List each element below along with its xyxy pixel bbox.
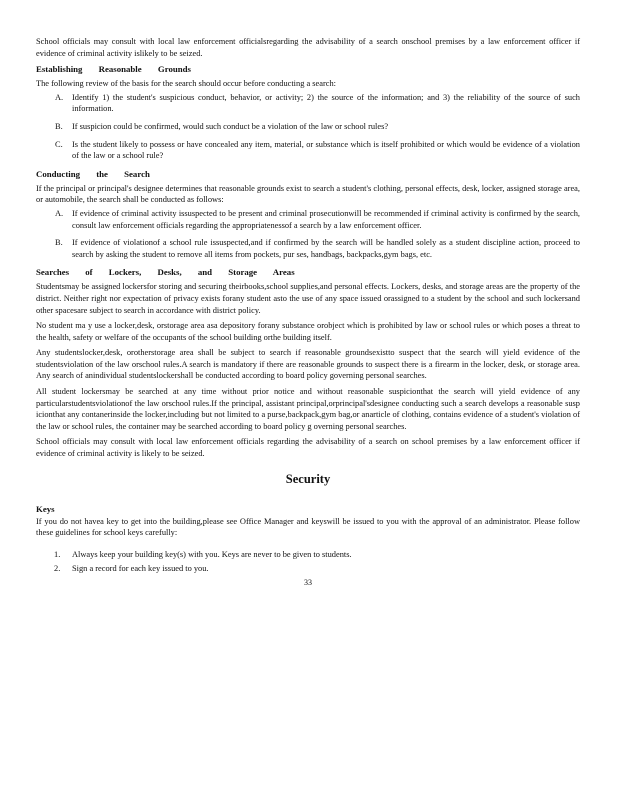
searches-paragraph: All student lockersmay be searched at any time without prior notice and without reasonable suspicionthat the search will yield evidence of any particularstudentsviolationof the law orschool rules.If the principal, assistant principal,orprincipal'sdesignee conducting such a search develops a reasonable susp icionthat any contanerinside the locker,including but not limited to a purse,backpack,gym bag,or anarticle of clothing, contains evidence of a student's violation of the law or school rules, the container may be searched according to board policy g overning personal searches. [36, 387, 580, 431]
item-label: B. [55, 121, 63, 131]
list-item [36, 92, 580, 115]
document-page [36, 36, 580, 587]
searches-heading: Searches of Lockers, Desks, and Storage Areas [36, 267, 295, 278]
establishing-list [36, 92, 580, 162]
list-item [36, 563, 580, 575]
item-number: 2. [54, 564, 61, 574]
item-text: Is the student likely to possess or have concealed any item, material, or substance which is itself prohibited or which would be evidence of a violation of the law or a school rule? [72, 139, 580, 161]
searches-paragraph: No student ma y use a locker,desk, orstorage area asa depository forany substance orobject which is prohibited by law or school rules or which poses a threat to the health, safety or welfare of the occupants of the school building orthe building itself. [36, 321, 580, 342]
page-number: 33 [304, 578, 312, 587]
keys-guidelines-list [36, 549, 580, 575]
intro-paragraph: School officials may consult with local law enforcement officialsregarding the advisability of a search onschool premises by a law enforcement officer if evidence of criminal activity islikely to be seized. [36, 37, 580, 58]
item-text: Always keep your building key(s) with you. Keys are never to be given to students. [72, 549, 352, 559]
keys-heading: Keys [36, 503, 55, 514]
establishing-lead: The following review of the basis for the search should occur before conducting a search: [36, 79, 336, 89]
item-label: C. [55, 139, 63, 149]
item-label: B. [55, 238, 63, 248]
conducting-list [36, 208, 580, 260]
establishing-heading: Establishing Reasonable Grounds [36, 64, 191, 75]
keys-paragraph: If you do not havea key to get into the building,please see Office Manager and keyswill be issued to you with the approval of an administrator. Please follow these guidelines for school keys carefully: [36, 516, 580, 538]
list-item [36, 237, 580, 260]
searches-paragraph: School officials may consult with local law enforcement officials regarding the advisability of a search on school premises by a law enforcement officer if evidence of criminal activity is likely to be seized. [36, 437, 580, 459]
security-title: Security [285, 471, 331, 486]
item-text: Sign a record for each key issued to you. [72, 564, 209, 574]
list-item [36, 121, 580, 133]
item-number: 1. [54, 549, 61, 559]
list-item [36, 208, 580, 231]
searches-paragraph: Studentsmay be assigned lockersfor storing and securing theirbooks,school supplies,and personal effects. Lockers, desks, and storage areas are the property of the district. Neither right nor expectation of privacy exists forany student asto the use of any space issued orassigned to a student by the school and such lockersand other spacesare subject to search in accordance with district policy. [36, 282, 580, 315]
item-label: A. [55, 92, 64, 102]
item-label: A. [55, 208, 64, 218]
item-text: If suspicion could be confirmed, would such conduct be a violation of the law or school rules? [72, 121, 389, 131]
item-text: Identify 1) the student's suspicious conduct, behavior, or activity; 2) the source of the information; and 3) the reliability of the source of such information. [72, 92, 580, 114]
conducting-heading: Conducting the Search [36, 168, 150, 179]
item-text: If evidence of criminal activity issuspected to be present and criminal prosecutionwill be recommended if criminal activity is confirmed by the search, consult law enforcement officials regarding the appropriatenessof a search by a law enforcement officer. [72, 208, 580, 230]
list-item [36, 549, 580, 561]
searches-paragraph: Any studentslocker,desk, orotherstorage area shall be subject to search if reasonable groundsexistto suspect that the search will yield evidence of the studentsviolation of the law orschool rules.A search is mandatory if there are reasonable grounds to suspect there is a firearm in the locker, desk, or storage area. Any search of anindividual studentslockershall be conducted according to board policy governing personal searches. [36, 348, 580, 381]
list-item [36, 139, 580, 162]
item-text: If evidence of violationof a school rule issuspected,and if confirmed by the search will be handled solely as a student discipline action, proceed to search by asking the student to remove all items from pockets, pur ses, handbags, backpacks,gym bags, etc. [72, 238, 580, 259]
conducting-lead: If the principal or principal's designee determines that reasonable grounds exist to search a student's clothing, personal effects, desk, locker, assigned storage area, or automobile, the search shall be conducted as follows: [36, 183, 580, 205]
